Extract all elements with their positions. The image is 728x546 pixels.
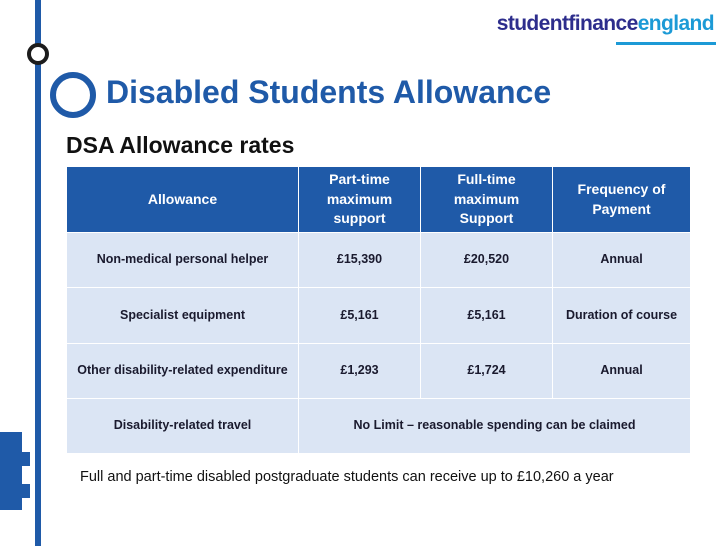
cell-part-time: £1,293: [299, 343, 421, 398]
cell-full-time: £5,161: [421, 288, 553, 343]
timeline-dot: [27, 43, 49, 65]
side-tab: [0, 432, 22, 510]
cell-frequency: Duration of course: [553, 288, 691, 343]
cell-allowance: Non-medical personal helper: [67, 233, 299, 288]
cell-part-time: £5,161: [299, 288, 421, 343]
postgraduate-note: Full and part-time disabled postgraduate students can receive up to £10,260 a year: [80, 469, 614, 485]
cell-full-time: £20,520: [421, 233, 553, 288]
table-row: [67, 343, 691, 398]
side-glyph-icon: [18, 484, 30, 498]
cell-allowance: Other disability-related expenditure: [67, 343, 299, 398]
cell-allowance: Specialist equipment: [67, 288, 299, 343]
header-frequency: Frequency of Payment: [553, 167, 691, 233]
logo-text-main: studentfinance: [496, 12, 638, 35]
logo-text-accent: england: [637, 12, 714, 35]
table-row: [67, 288, 691, 343]
cell-frequency: Annual: [553, 343, 691, 398]
allowance-rates-table: [66, 166, 691, 454]
title-ring-icon: [50, 72, 96, 118]
cell-full-time: £1,724: [421, 343, 553, 398]
timeline-bar: [35, 0, 41, 546]
brand-logo: [497, 12, 714, 36]
table-row: [67, 233, 691, 288]
cell-frequency: Annual: [553, 233, 691, 288]
page-title: Disabled Students Allowance: [106, 74, 552, 110]
header-full-time: Full-time maximum Support: [421, 167, 553, 233]
cell-allowance: Disability-related travel: [67, 398, 299, 453]
table-header-row: [67, 167, 691, 233]
table-row: [67, 398, 691, 453]
cell-travel-note: No Limit – reasonable spending can be claimed: [299, 398, 691, 453]
header-allowance: Allowance: [67, 167, 299, 233]
header-part-time: Part-time maximum support: [299, 167, 421, 233]
cell-part-time: £15,390: [299, 233, 421, 288]
section-subtitle: DSA Allowance rates: [66, 132, 295, 158]
logo-underline: [616, 42, 716, 45]
side-glyph-icon: [18, 452, 30, 466]
